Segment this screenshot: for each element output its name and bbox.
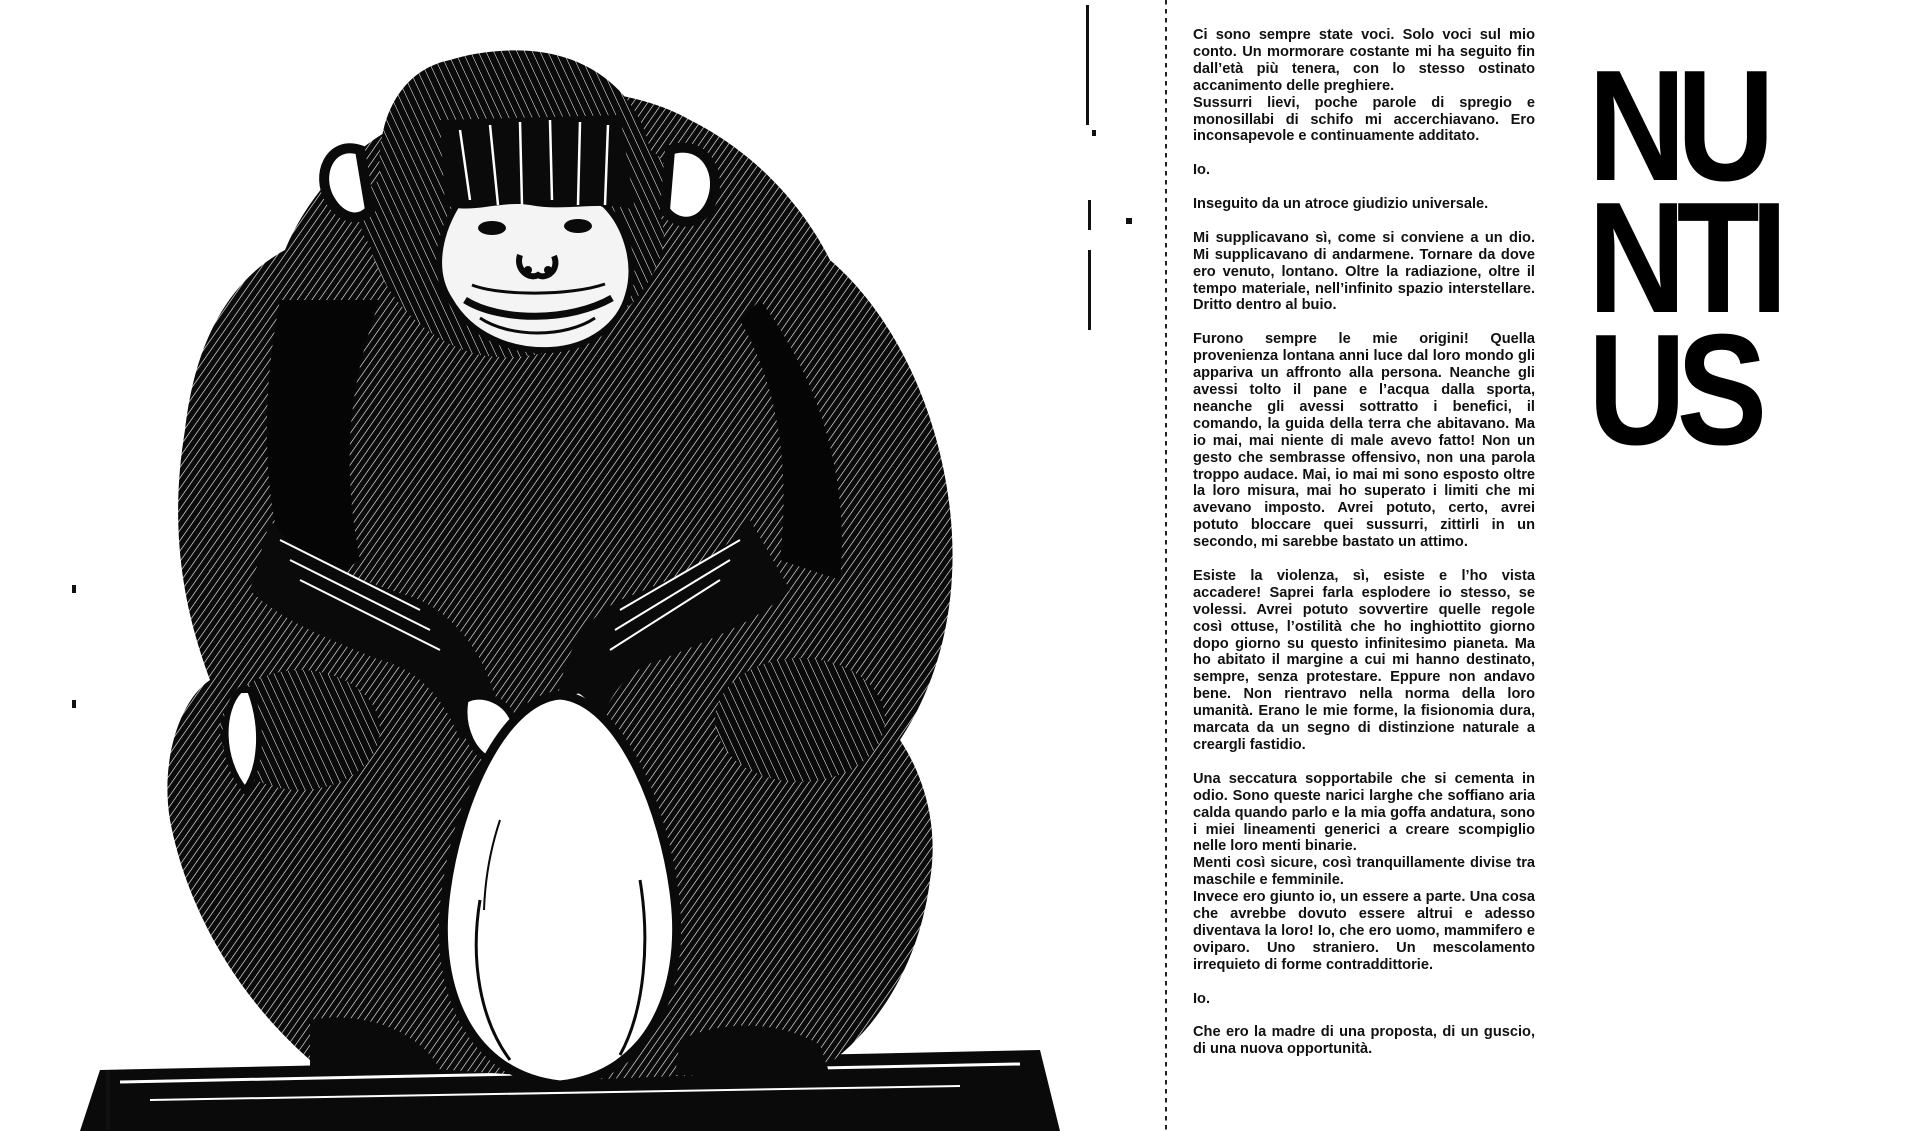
crop-mark [1086, 5, 1089, 125]
crop-mark [1092, 130, 1096, 136]
chimpanzee-egg-illustration [60, 0, 1060, 1131]
paragraph: Sussurri lievi, poche parole di spregio e monosillabi di schifo mi accerchiavano. Ero inconsapevole e continuamente additato. [1193, 94, 1535, 145]
article-body [1193, 27, 1535, 1075]
chimp-ear-left [324, 148, 370, 217]
crop-mark [1088, 250, 1091, 330]
article-title [1588, 38, 1874, 478]
paragraph: Ci sono sempre state voci. Solo voci sul mio conto. Un mormorare costante mi ha seguito fin dall’età più tenera, con lo stesso ostinato accanimento delle preghiere. [1193, 27, 1535, 94]
chimp-face [439, 192, 631, 350]
paragraph: Io. [1193, 162, 1211, 179]
page-gutter [1165, 0, 1167, 1131]
paragraph: Mi supplicavano sì, come si conviene a un dio. Mi supplicavano di andarmene. Tornare da dove ero venuto, lontano. Oltre la radiazione, oltre il tempo materiale, nell’infinito spazio interstellare. Dritto dentro al buio. [1193, 229, 1535, 314]
crop-mark [1126, 218, 1132, 224]
paragraph: Inseguito da un atroce giudizio universale. [1193, 196, 1489, 213]
paragraph: Furono sempre le mie origini! Quella provenienza lontana anni luce dal loro mondo gli appariva un affronto alla persona. Neanche gli avessi tolto il pane e l’acqua dalla sporta, neanche gli avessi sottratto i benefici, il comando, la guida della terra che abitavano. Ma io mai, mai niente di male avevo fatto! Non un gesto che sembrasse offensivo, non una parola troppo audace. Mai, io mai mi sono esposto oltre la loro misura, mai ho superato i limiti che mi avevano imposto. Avrei potuto, certo, avrei potuto bloccare quei sussurri, zittirli in un secondo, mi sarebbe bastato un attimo. [1193, 331, 1535, 551]
paragraph: Menti così sicure, così tranquillamente divise tra maschile e femminile. [1193, 855, 1535, 889]
chimp-eye-right [564, 219, 592, 233]
paragraph: Esiste la violenza, sì, esiste e l’ho vista accadere! Saprei farla esplodere io stesso, se volessi. Avrei potuto sovvertire quelle regole così ottuse, l’ostilità che ho inghiottito giorno dopo giorno su questo infinitesimo pianeta. Ma ho abitato il margine a cui mi hanno destinato, sempre, senza protestare. Eppure non andavo bene. Non rientravo nella norma della loro umanità. Erano le mie forme, la fisionomia dura, marcata da un segno di distinzione naturale a creargli fastidio. [1193, 567, 1535, 753]
paragraph: Una seccatura sopportabile che si cementa in odio. Sono queste narici larghe che soffiano aria calda quando parlo e la mia goffa andatura, sono i miei lineamenti generici a creare scompiglio nelle loro menti binarie. [1193, 770, 1535, 855]
chimp-eye-left [478, 221, 506, 235]
crop-mark [72, 700, 76, 708]
crop-mark [72, 585, 76, 593]
chimp-knee-right [715, 658, 885, 782]
chimp-ear-right [665, 148, 715, 222]
crop-mark [106, 1070, 110, 1130]
paragraph: Invece ero giunto io, un essere a parte. Una cosa che avrebbe dovuto essere altrui e adesso diventava la loro! Io, che ero uomo, mammifero e oviparo. Uno straniero. Un mescolamento irrequieto di forme contraddittorie. [1193, 889, 1535, 973]
title-line: NTI [1588, 170, 1779, 346]
paragraph: Che ero la madre di una proposta, di un guscio, di una nuova opportunità. [1193, 1024, 1535, 1058]
crop-mark [1088, 200, 1091, 230]
paragraph: Io. [1193, 990, 1211, 1007]
title-line: NU [1588, 38, 1766, 214]
title-line: US [1588, 302, 1758, 478]
